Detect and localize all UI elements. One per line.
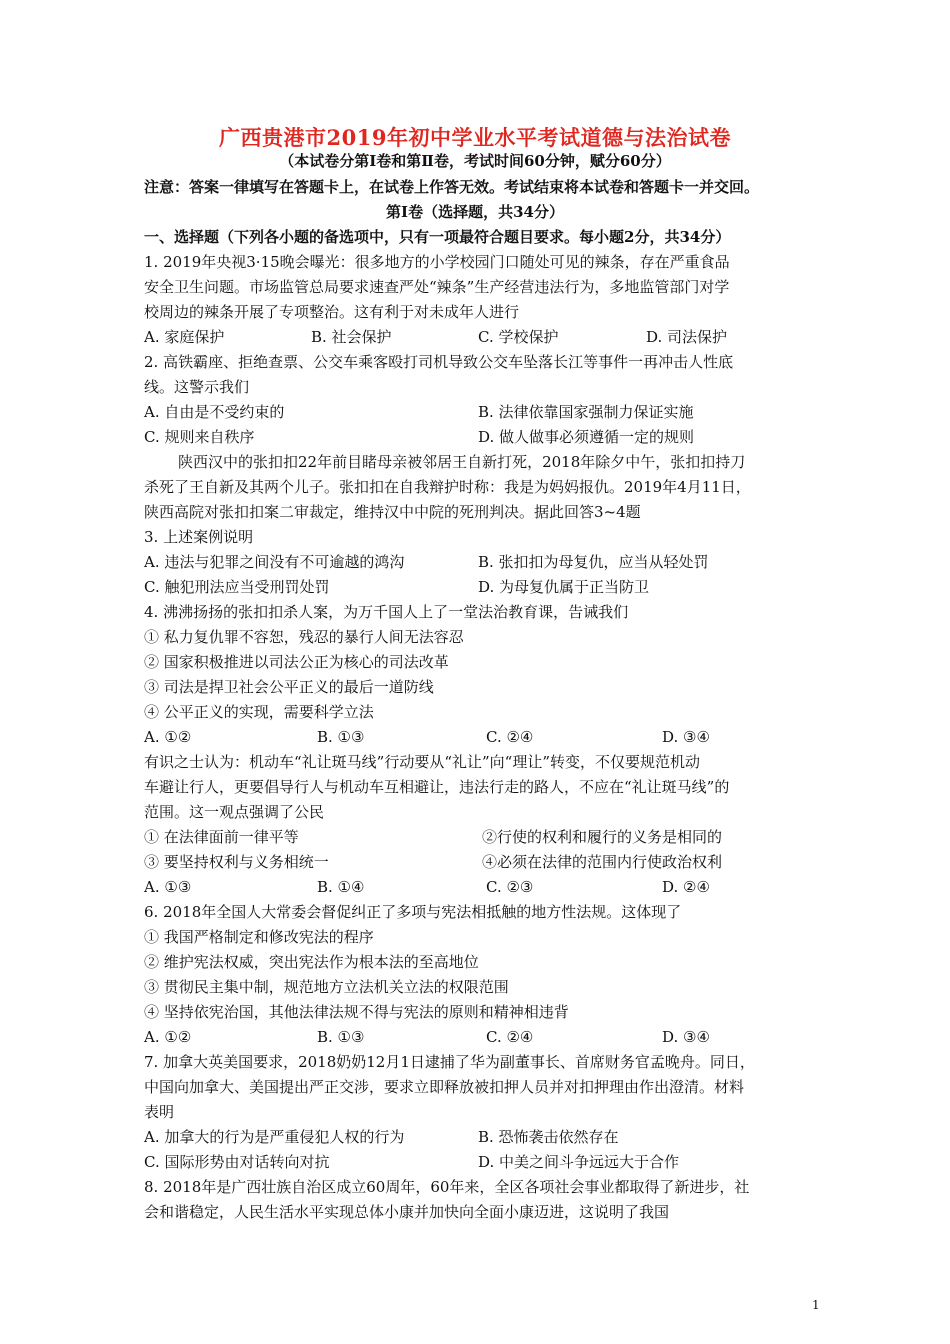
question-6-line: 6. 2018年全国人大常委会督促纠正了多项与宪法相抵触的地方性法规。这体现了	[144, 903, 682, 921]
question-8-line: 8. 2018年是广西壮族自治区成立60周年，60年来，全区各项社会事业都取得了新进步，社	[144, 1178, 750, 1196]
question-5-line: 范围。这一观点强调了公民	[144, 803, 325, 821]
option-a: A. 加拿大的行为是严重侵犯人权的行为	[144, 1128, 405, 1146]
question-6-item: ④ 坚持依宪治国，其他法律法规不得与宪法的原则和精神相违背	[144, 1003, 569, 1021]
passage-line: 杀死了王自新及其两个儿子。张扣扣在自我辩护时称：我是为妈妈报仇。2019年4月11日，	[144, 478, 751, 496]
option-c: C. ②④	[486, 1028, 534, 1046]
option-c: C. 学校保护	[478, 328, 559, 346]
question-5-line: 有识之士认为：机动车“礼让斑马线”行动要从“礼让”向“理让”转变，不仅要规范机动	[144, 753, 701, 771]
exam-subtitle: （本试卷分第Ⅰ卷和第Ⅱ卷，考试时间60分钟，赋分60分）	[279, 152, 671, 170]
option-d: D. 为母复仇属于正当防卫	[478, 578, 650, 596]
option-c: C. ②④	[486, 728, 534, 746]
exam-title: 广西贵港市2019年初中学业水平考试道德与法治试卷	[219, 125, 731, 150]
question-2-line: 2. 高铁霸座、拒绝查票、公交车乘客殴打司机导致公交车坠落长江等事件一再冲击人性底	[144, 353, 734, 371]
question-4-item: ③ 司法是捍卫社会公平正义的最后一道防线	[144, 678, 434, 696]
question-4-item: ④ 公平正义的实现，需要科学立法	[144, 703, 374, 721]
option-c: C. 触犯刑法应当受刑罚处罚	[144, 578, 330, 596]
section1-heading: 一、选择题（下列各小题的备选项中，只有一项最符合题目要求。每小题2分，共34分）	[144, 228, 731, 246]
passage-line: 陕西汉中的张扣扣22年前目睹母亲被邻居王自新打死，2018年除夕中午，张扣扣持刀	[178, 453, 746, 471]
question-4-item: ① 私力复仇罪不容恕，残忍的暴行人间无法容忍	[144, 628, 464, 646]
question-5-line: 车避让行人，更要倡导行人与机动车互相避让，违法行走的路人，不应在“礼让斑马线”的	[144, 778, 730, 796]
option-d: D. 中美之间斗争远远大于合作	[478, 1153, 680, 1171]
question-1-line: 校周边的辣条开展了专项整治。这有利于对未成年人进行	[144, 303, 520, 321]
question-6-item: ③ 贯彻民主集中制，规范地方立法机关立法的权限范围	[144, 978, 509, 996]
option-d: D. ②④	[662, 878, 710, 896]
question-4-line: 4. 沸沸扬扬的张扣扣杀人案，为万千国人上了一堂法治教育课，告诫我们	[144, 603, 629, 621]
question-5-item: ① 在法律面前一律平等	[144, 828, 299, 846]
question-5-item: ④必须在法律的范围内行使政治权利	[482, 853, 723, 871]
option-d: D. 做人做事必须遵循一定的规则	[478, 428, 695, 446]
option-d: D. ③④	[662, 728, 710, 746]
question-6-item: ② 维护宪法权威，突出宪法作为根本法的至高地位	[144, 953, 479, 971]
question-5-item: ②行使的权利和履行的义务是相同的	[482, 828, 723, 846]
option-b: B. 社会保护	[311, 328, 392, 346]
question-7-line: 7. 加拿大英美国要求，2018奶奶12月1日逮捕了华为副董事长、首席财务官孟晚舟。同日，	[144, 1053, 755, 1071]
option-a: A. 自由是不受约束的	[144, 403, 285, 421]
passage-line: 陕西高院对张扣扣案二审裁定，维持汉中中院的死刑判决。据此回答3~4题	[144, 503, 641, 521]
option-b: B. ①③	[317, 1028, 365, 1046]
option-a: A. 违法与犯罪之间没有不可逾越的鸿沟	[144, 553, 405, 571]
option-c: C. 规则来自秩序	[144, 428, 255, 446]
option-a: A. ①②	[144, 1028, 192, 1046]
question-1-line: 1. 2019年央视3·15晚会曝光：很多地方的小学校园门口随处可见的辣条，存在严重食品	[144, 253, 730, 271]
option-b: B. 张扣扣为母复仇，应当从轻处罚	[478, 553, 709, 571]
question-6-item: ① 我国严格制定和修改宪法的程序	[144, 928, 374, 946]
option-b: B. ①④	[317, 878, 365, 896]
option-b: B. 恐怖袭击依然存在	[478, 1128, 619, 1146]
option-b: B. 法律依靠国家强制力保证实施	[478, 403, 694, 421]
question-3-line: 3. 上述案例说明	[144, 528, 254, 546]
question-2-line: 线。这警示我们	[144, 378, 250, 396]
option-a: A. ①②	[144, 728, 192, 746]
option-d: D. 司法保护	[646, 328, 728, 346]
question-8-line: 会和谐稳定，人民生活水平实现总体小康并加快向全面小康迈进，这说明了我国	[144, 1203, 670, 1221]
option-d: D. ③④	[662, 1028, 710, 1046]
option-b: B. ①③	[317, 728, 365, 746]
question-5-item: ③ 要坚持权利与义务相统一	[144, 853, 329, 871]
question-1-line: 安全卫生问题。市场监管总局要求速查严处“辣条”生产经营违法行为，多地监管部门对学	[144, 278, 730, 296]
page-number: 1	[812, 1298, 820, 1312]
option-a: A. 家庭保护	[144, 328, 225, 346]
option-a: A. ①③	[144, 878, 192, 896]
question-7-line: 表明	[144, 1103, 175, 1121]
option-c: C. 国际形势由对话转向对抗	[144, 1153, 330, 1171]
question-7-line: 中国向加拿大、美国提出严正交涉，要求立即释放被扣押人员并对扣押理由作出澄清。材料	[144, 1078, 745, 1096]
exam-notice: 注意：答案一律填写在答题卡上，在试卷上作答无效。考试结束将本试卷和答题卡一并交回。	[144, 178, 760, 196]
question-4-item: ② 国家积极推进以司法公正为核心的司法改革	[144, 653, 449, 671]
option-c: C. ②③	[486, 878, 534, 896]
part1-heading: 第Ⅰ卷（选择题，共34分）	[386, 203, 564, 221]
